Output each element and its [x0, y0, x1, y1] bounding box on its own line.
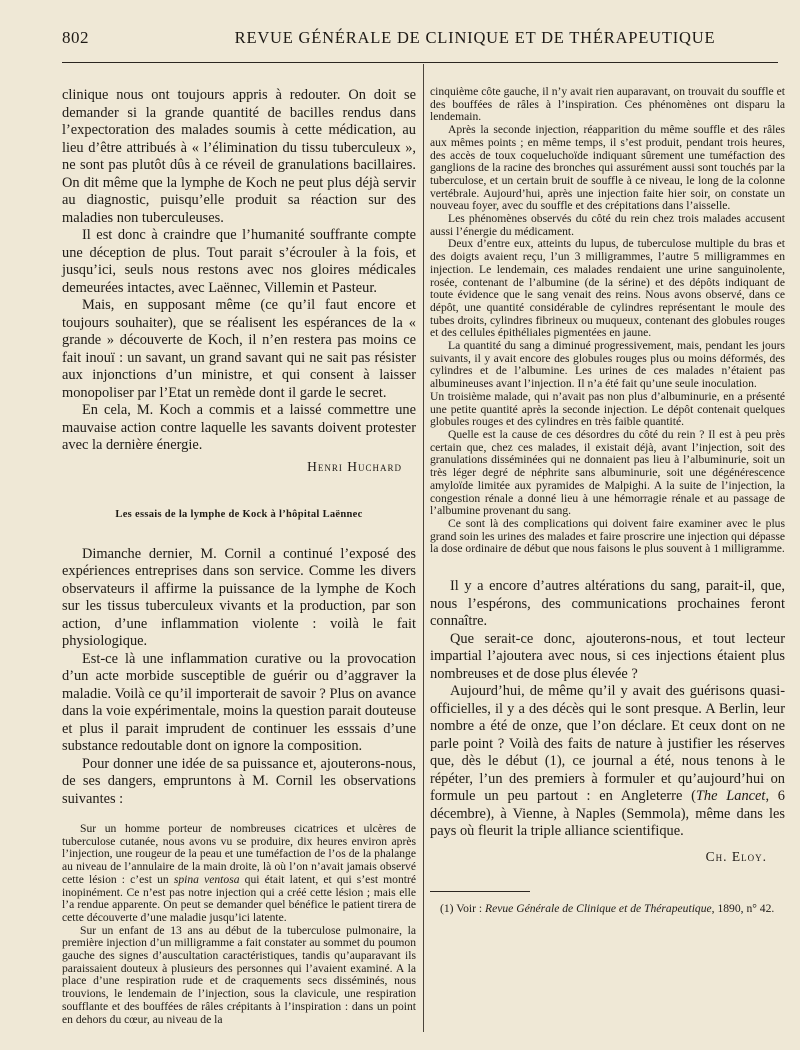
paragraph: En cela, M. Koch a commis et a laissé commettre une mauvaise action contre laquelle les savants doivent protester avec la dernière énergie.: [62, 402, 416, 453]
paragraph: Mais, en supposant même (ce qu’il faut encore et toujours souhaiter), que se réalisent les espérances de la « grande » découverte de Koch, il n’en restera pas moins ce fait inouï : un savant, un grand savant qui ne sait pas résister aux injonctions d’un ministre, et qui consent à laisser monopoliser par l’Etat un remède dont il garde le secret.: [62, 297, 416, 401]
author-signature: Henri Huchard: [307, 458, 402, 474]
observation-paragraph: Un troisième malade, qui n’avait pas non plus d’albuminurie, en a présenté une petite quantité après la seconde injection. Le dépôt contenait quelques globules rouges et des cylindres en très faible quantité.: [430, 389, 785, 429]
paragraph: Il y a encore d’autres altérations du sang, parait-il, que, nous l’espérons, des communications prochaines feront connaître.: [430, 578, 785, 630]
journal-title: Revue Générale de Clinique et de Thérapeutique: [485, 901, 712, 915]
emphasis: spina ventosa: [173, 872, 240, 886]
observation-paragraph: Deux d’entre eux, atteints du lupus, de tuberculose multiple du bras et des doigts avaient reçu, l’un 3 milligrammes, l’autre 5 milligrammes en injection. Le lendemain, ces malades rendaient une urine sanguinolente, rosée, contenant de l’albumine (de la sérine) et des dépôts indiquant de toute évidence que le sang venait des reins. Nous avons observé, dans ce dépôt, une quantité considérable de cylindres représentant le moule des tubes droits, cylindres fibrineux ou muqueux, contenant des globules rouges et des cellules épithéliales pigmentées en jaune.: [430, 237, 785, 340]
observation-paragraph: Les phénomènes observés du côté du rein chez trois malades accusent aussi l’énergie du médicament.: [430, 212, 785, 238]
observation-paragraph: La quantité du sang a diminué progressivement, mais, pendant les jours suivants, il y avait encore des globules rouges plus ou moins déformés, des cylindres et de l’albumine. Les urines de ces malades n’étaient pas albumineuses avant l’injection. Il n’a été fait qu’une seule inoculation.: [430, 339, 785, 391]
left-column: [62, 87, 416, 1026]
observation-paragraph: cinquième côte gauche, il n’y avait rien auparavant, on trouvait du souffle et des bouffées de râles à l’inspiration. Ces phénomènes ont disparu la lendemain.: [430, 85, 785, 124]
author-signature: Ch. Eloy.: [705, 848, 767, 864]
right-column: [430, 86, 785, 915]
footnote-rule: [430, 891, 530, 892]
quoted-observations: [62, 823, 416, 1026]
paragraph: Dimanche dernier, M. Cornil a continué l’exposé des expériences entreprises dans son service. Comme les divers observateurs il affirme la puissance de la lymphe de Koch sur les tissus tuberculeux vivants et la production, par son action, d’une inflammation violente : voilà le fait physiologique.: [62, 545, 416, 649]
paragraph: Il est donc à craindre que l’humanité souffrante compte une déception de plus. Tout parait s’écrouler à la fois, et jusqu’ici, seuls nous restons avec nos gloires médicales demeurées intactes, avec Laënnec, Villemin et Pasteur.: [62, 227, 416, 296]
emphasis: The Lancet: [695, 788, 766, 805]
paragraph: Que serait-ce donc, ajouterons-nous, et tout lecteur impartial l’ajoutera avec nous, si ces injections étaient plus nombreuses et de dose plus élevée ?: [430, 630, 785, 682]
paragraph: Est-ce là une inflammation curative ou la provocation d’un acte morbide susceptible de guérir ou d’aggraver la maladie. Voilà ce qu’il importerait de savoir ? Plus on avance dans la voie expérimentale, moins la question parait douteuse et plus il parait imprudent de continuer les esssais d’une substance redoutable dont on ignore la composition.: [62, 650, 416, 754]
quoted-observations-continued: [430, 86, 785, 556]
paragraph: clinique nous ont toujours appris à redouter. On doit se demander si la grande quantité de bacilles rendus dans l’expectoration des malades soumis à cette médication, au lieu d’être attribués à « l’élimination du tissu tuberculeux », ne sont pas plutôt dûs à ce réveil de granulations bacillaires. On dit même que la lymphe de Koch ne peut plus déjà servir au diagnostic, puisqu’elle produit sa réaction sur des maladies non tuberculeuses.: [62, 87, 416, 226]
running-title: REVUE GÉNÉRALE DE CLINIQUE ET DE THÉRAPEUTIQUE: [234, 28, 716, 47]
section-heading: Les essais de la lymphe de Kock à l’hôpital Laënnec: [115, 508, 363, 520]
header-rule: [62, 62, 778, 63]
observation-paragraph: Après la seconde injection, réapparition du même souffle et des râles aux mêmes points ; en même temps, il s’est produit, pendant trois heures, des accès de toux coqueluchoïde indiquant sûrement une tuméfaction des ganglions de la racine des bronches qui assurément aussi sont touchés par la tuberculose, et un certain bruit de souffle à ce niveau, le long de la colonne vertébrale. Aujourd’hui, après une injection faite hier soir, on constate un nouveau foyer, avec du souffle et des crépitations dans l’aisselle.: [430, 123, 785, 213]
paragraph: Pour donner une idée de sa puissance et, ajouterons-nous, de ses dangers, empruntons à M. Cornil les observations suivantes :: [62, 755, 416, 807]
page-header: [62, 26, 778, 56]
footnote: (1) Voir : Revue Générale de Clinique et de Thérapeutique, 1890, n° 42.: [440, 901, 775, 915]
article-continuation: [62, 87, 416, 455]
page-number: 802: [62, 28, 89, 47]
observation-paragraph: Sur un enfant de 13 ans au début de la tuberculose pulmonaire, la première injection d’un milligramme a fait constater au sommet du poumon gauche des signes d’auscultation caractéristiques, tandis qu’auparavant ils paraissaient douteux à plusieurs des personnes qui l’avaient examiné. A la place d’une respiration rude et de craquements secs disséminés, nous trouvions, le lendemain de l’injection, sous la clavicule, une respiration soufflante et des bouffées de râles crépitants à l’inspiration : dans un point en dehors du cœur, au niveau de la: [62, 923, 416, 1026]
paragraph: Aujourd’hui, de même qu’il y avait des guérisons quasi-officielles, il y a des décès qui le sont presque. A Berlin, leur nombre a été de onze, que l’on déclare. Et ceux dont on ne parle point ? Voilà des faits de nature à justifier les réserves que, dès le début (1), ce journal a été, nous tenons à le répéter, l’un des premiers à formuler et qu’aujourd’hui on formule un peu partout : en Angleterre (The Lancet, 6 décembre), à Vienne, à Naples (Semmola), même dans les pays où fleurit la triple alliance scientifique.: [430, 683, 785, 840]
article-conclusion: [430, 578, 785, 841]
article-body: [62, 546, 416, 809]
observation-paragraph: Sur un homme porteur de nombreuses cicatrices et ulcères de tuberculose cutanée, nous avons vu se produire, dix heures environ après l’injection, une rougeur de la peau et une tuméfaction de l’os de la phalange au niveau de l’annulaire de la main droite, là où l’on n’avait jamais observé cette lésion : c’est un spina ventosa qui était latent, et qui s’est montré inopinément. Ce n’est pas notre injection qui a créé cette lésion ; mais elle l’a rendue apparente. On peut se demander quel bénéfice le patient tirera de cette découverte d’une maladie jusqu’ici latente.: [62, 822, 417, 924]
observation-paragraph: Quelle est la cause de ces désordres du côté du rein ? Il est à peu près certain que, chez ces malades, il existait déjà, avant l’injection, soit des granulations disséminées qui ne donnaient pas lieu à l’albuminurie, soit un très léger degré de néphrite sans albuminurie, soit une dégénérescence amyloïde limitée aux pyramides de Malpighi. A la suite de l’injection, la congestion rénale a donné lieu à une hémorragie rénale et au passage de l’albumine provenant du sang.: [430, 427, 785, 518]
observation-paragraph: Ce sont là des complications qui doivent faire examiner avec le plus grand soin les urines des malades et faire proscrire une injection qui dépasse la dose ordinaire de début que nous faisons le plus souvent à 1 milligramme.: [430, 516, 785, 556]
column-divider: [423, 64, 424, 1032]
